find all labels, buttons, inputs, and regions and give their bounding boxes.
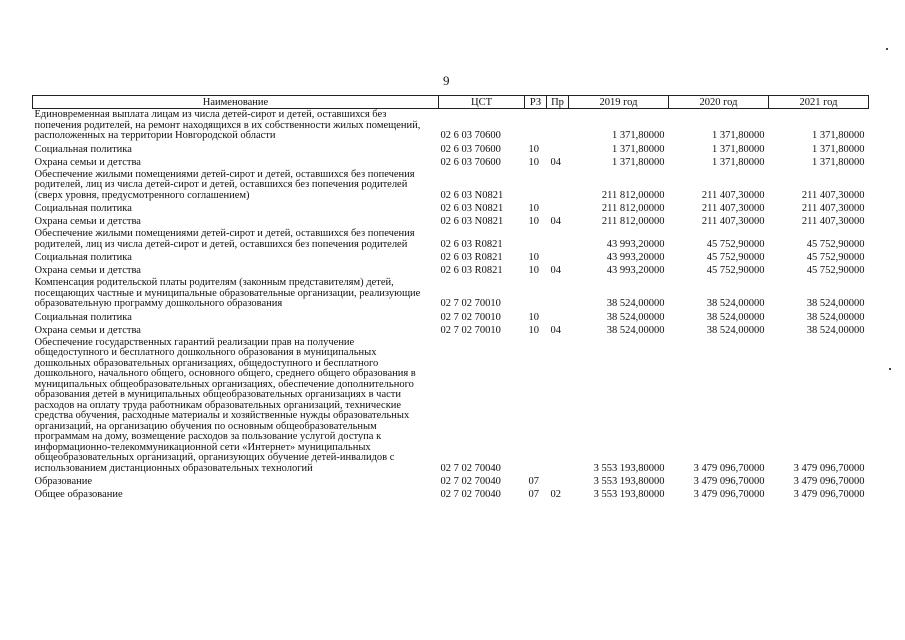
row-rz: 10 (528, 324, 539, 336)
row-2021: 3 479 096,70000 (793, 489, 865, 500)
table-row (33, 156, 869, 169)
column-header-2019: 2019 год (569, 96, 669, 109)
row-2021: 45 752,90000 (806, 265, 865, 276)
table-header-row (33, 96, 869, 109)
row-2020: 211 407,30000 (701, 203, 765, 214)
table-row (33, 109, 869, 143)
row-cst: 02 6 03 N0821 (440, 216, 504, 227)
row-pr (547, 202, 569, 215)
row-cst: 02 6 03 N0821 (440, 189, 504, 201)
table-row (33, 215, 869, 228)
row-rz: 10 (528, 216, 539, 227)
table-row (33, 488, 869, 501)
row-2019: 3 553 193,80000 (593, 476, 665, 487)
row-2021: 38 524,00000 (806, 324, 865, 336)
row-rz (525, 109, 547, 143)
row-pr (547, 251, 569, 264)
column-header-2021: 2021 год (769, 96, 869, 109)
table-row (33, 311, 869, 324)
row-2021: 1 371,80000 (812, 143, 865, 155)
row-pr: 02 (550, 489, 561, 500)
row-2020: 3 479 096,70000 (693, 489, 765, 500)
row-cst: 02 7 02 70040 (440, 462, 501, 474)
row-2020: 38 524,00000 (706, 311, 765, 323)
row-2020: 1 371,80000 (712, 130, 765, 141)
row-2020: 45 752,90000 (706, 252, 765, 263)
row-pr: 04 (550, 324, 561, 336)
row-2020: 38 524,00000 (706, 324, 765, 336)
table-row (33, 324, 869, 337)
row-cst: 02 7 02 70040 (440, 489, 501, 500)
row-pr (547, 143, 569, 156)
row-2019: 38 524,00000 (606, 298, 665, 309)
row-2019: 3 553 193,80000 (593, 489, 665, 500)
row-name: Социальная политика (34, 143, 132, 155)
table-row (33, 475, 869, 488)
row-pr (547, 337, 569, 476)
row-pr (547, 311, 569, 324)
table-row (33, 251, 869, 264)
table-row (33, 228, 869, 251)
table-row (33, 264, 869, 277)
row-rz: 10 (528, 143, 539, 155)
row-2020: 1 371,80000 (712, 156, 765, 168)
table-row (33, 169, 869, 203)
row-rz: 10 (528, 265, 539, 276)
row-name: Социальная политика (34, 311, 132, 323)
table-body (33, 109, 869, 502)
row-2019: 43 993,20000 (606, 252, 665, 263)
column-header-2020: 2020 год (669, 96, 769, 109)
scan-speck (889, 368, 891, 370)
table-row (33, 202, 869, 215)
row-cst: 02 6 03 R0821 (440, 238, 503, 250)
row-pr (547, 228, 569, 251)
row-2019: 211 812,00000 (601, 189, 665, 201)
row-2021: 211 407,30000 (801, 189, 865, 201)
row-name: Охрана семьи и детства (34, 265, 141, 276)
row-2021: 45 752,90000 (806, 252, 865, 263)
row-name: Образование (34, 476, 93, 487)
budget-table (32, 95, 869, 501)
row-2021: 3 479 096,70000 (793, 462, 865, 474)
row-name: Единовременная выплата лицам из числа детей-сирот и детей, оставшихся без попечения родителей, на ремонт находящихся в их собственности жилых помещений, расположенных на территории Новгородской области (34, 109, 421, 141)
column-header-name: Наименование (33, 96, 439, 109)
row-rz (525, 337, 547, 476)
row-2021: 1 371,80000 (812, 130, 865, 141)
row-cst: 02 6 03 70600 (440, 130, 501, 141)
row-name: Охрана семьи и детства (34, 324, 141, 336)
row-rz (525, 277, 547, 311)
row-name: Общее образование (34, 489, 123, 500)
row-name: Обеспечение жилыми помещениями детей-сирот и детей, оставшихся без попечения родителей, лиц из числа детей-сирот и детей, оставшихся без попечения родителей (34, 228, 415, 250)
row-2019: 38 524,00000 (606, 324, 665, 336)
row-pr (547, 109, 569, 143)
row-cst: 02 7 02 70010 (440, 311, 501, 323)
row-2019: 43 993,20000 (606, 238, 665, 250)
row-name: Обеспечение жилыми помещениями детей-сирот и детей, оставшихся без попечения родителей, лиц из числа детей-сирот и детей, оставшихся без попечения родителей (сверх уровня, предусмотренного соглашением) (34, 168, 415, 201)
page-number: 9 (443, 73, 450, 88)
row-cst: 02 6 03 70600 (440, 156, 501, 168)
row-pr: 04 (550, 156, 561, 168)
row-cst: 02 7 02 70010 (440, 324, 501, 336)
row-rz: 10 (528, 156, 539, 168)
row-2020: 211 407,30000 (701, 216, 765, 227)
row-name: Социальная политика (34, 252, 132, 263)
row-rz: 10 (528, 252, 539, 263)
row-name: Охрана семьи и детства (34, 216, 141, 227)
row-rz: 10 (528, 311, 539, 323)
row-pr (547, 475, 569, 488)
row-cst: 02 6 03 N0821 (440, 203, 504, 214)
row-2020: 3 479 096,70000 (693, 476, 765, 487)
row-2019: 3 553 193,80000 (593, 462, 665, 474)
row-cst: 02 6 03 R0821 (440, 265, 503, 276)
row-2019: 1 371,80000 (612, 143, 665, 155)
row-cst: 02 6 03 70600 (440, 143, 501, 155)
row-2019: 1 371,80000 (612, 130, 665, 141)
row-2019: 211 812,00000 (601, 203, 665, 214)
row-2021: 38 524,00000 (806, 298, 865, 309)
row-cst: 02 7 02 70010 (440, 298, 501, 309)
row-name: Социальная политика (34, 203, 132, 214)
row-2021: 211 407,30000 (801, 203, 865, 214)
table-row (33, 143, 869, 156)
row-2020: 211 407,30000 (701, 189, 765, 201)
row-pr: 04 (550, 265, 561, 276)
row-2021: 45 752,90000 (806, 238, 865, 250)
row-rz: 07 (528, 489, 539, 500)
row-2021: 38 524,00000 (806, 311, 865, 323)
row-rz: 10 (528, 203, 539, 214)
row-2020: 38 524,00000 (706, 298, 765, 309)
row-2019: 1 371,80000 (612, 156, 665, 168)
row-name: Компенсация родительской платы родителям (законным представителям) детей, посещающих частные и муниципальные образовательные организации, реализующие образовательную программу дошкольного образования (34, 277, 421, 309)
column-header-rz: РЗ (525, 96, 547, 109)
row-pr (547, 277, 569, 311)
row-2020: 45 752,90000 (706, 265, 765, 276)
row-name: Обеспечение государственных гарантий реализации прав на получение общедоступного и бесплатного дошкольного образования в муниципальных дошкольных образовательных организациях, общедоступного и бесплатного дошкольного, начального общего, основного общего, среднего общего образования в муниципальных общеобразовательных организациях, обеспечение дополнительного образования детей в муниципальных общеобразовательных организациях в части расходов на оплату труда работникам образовательных организаций, технические средства обучения, расходные материалы и хозяйственные нужды образовательных организаций, на организацию обучения по основным общеобразовательным программам на дому, возмещение расходов за пользование услугой доступа к информационно-телекоммуникационной сети «Интернет» муниципальных общеобразовательных организаций, организующих обучение детей-инвалидов с использованием дистанционных образовательных технологий (34, 336, 416, 474)
column-header-cst: ЦСТ (439, 96, 525, 109)
row-rz (525, 228, 547, 251)
row-2021: 1 371,80000 (812, 156, 865, 168)
row-2019: 211 812,00000 (601, 216, 665, 227)
row-rz: 07 (528, 476, 539, 487)
column-header-pr: Пр (547, 96, 569, 109)
row-pr: 04 (550, 216, 561, 227)
row-2019: 38 524,00000 (606, 311, 665, 323)
row-cst: 02 6 03 R0821 (440, 252, 503, 263)
row-2020: 1 371,80000 (712, 143, 765, 155)
row-pr (547, 169, 569, 203)
row-name: Охрана семьи и детства (34, 156, 141, 168)
row-2021: 211 407,30000 (801, 216, 865, 227)
row-2020: 45 752,90000 (706, 238, 765, 250)
scan-speck (886, 48, 888, 50)
row-rz (525, 169, 547, 203)
table-row (33, 277, 869, 311)
row-2019: 43 993,20000 (606, 265, 665, 276)
row-cst: 02 7 02 70040 (440, 476, 501, 487)
row-2021: 3 479 096,70000 (793, 476, 865, 487)
row-2020: 3 479 096,70000 (693, 462, 765, 474)
table-row (33, 337, 869, 476)
